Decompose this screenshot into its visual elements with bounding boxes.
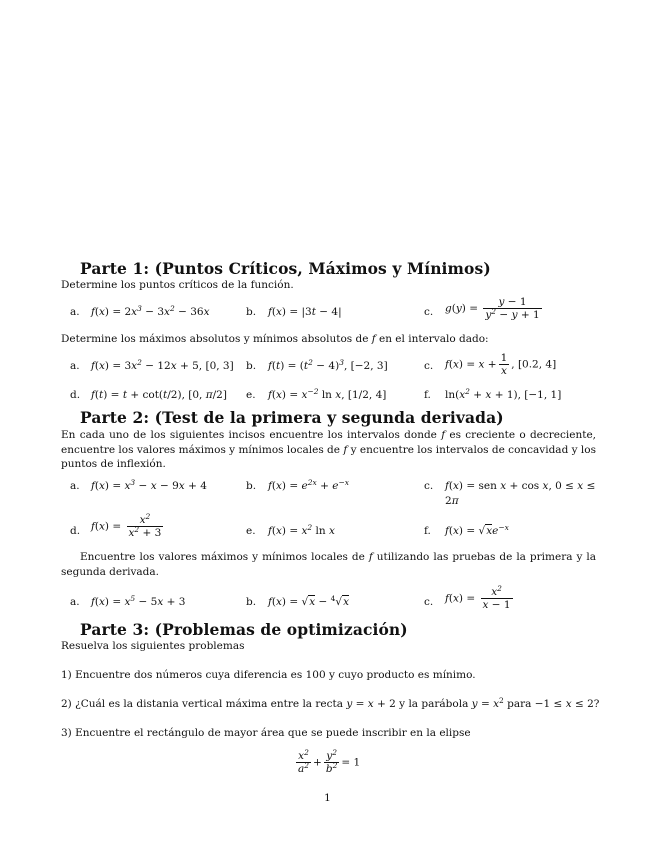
equation: f(x) = √x − $^4$√x [268, 594, 349, 608]
item-label: a. [70, 596, 80, 608]
problem-1: 1) Encuentre dos números cuya diferencia es 100 y cuyo producto es mínimo. [61, 669, 476, 681]
part3-instruction: Resuelva los siguientes problemas [61, 640, 245, 652]
item-label: e. [246, 389, 256, 401]
equation: $f(t) = (t^2 - 4)^3$, [−2, 3] [268, 358, 388, 372]
equation: f(x) = sen x + cos x, 0 ≤ x ≤ [445, 480, 596, 492]
ellipse-equation: $\frac{x^2}{a^2}$ + $\frac{y^2}{b^2}$ = 1 [298, 748, 361, 775]
item-label: f. [424, 525, 431, 537]
equation: $f(x) = x^3 - x - 9x + 4$ [91, 478, 207, 492]
item-label: c. [424, 480, 434, 492]
item-label: b. [246, 306, 257, 318]
item-label: c. [424, 596, 434, 608]
part2-paragraph-2: Encuentre los valores máximos y mínimos locales de f utilizando las pruebas de la primera y la segunda derivada. [61, 551, 596, 578]
item-label: b. [246, 480, 257, 492]
part1-instruction-extrema: Determine los máximos absolutos y mínimos absolutos de f en el intervalo dado: [61, 333, 489, 345]
equation: f(t) = t + cot(t/2), [0, π/2] [91, 389, 227, 401]
equation: $f(x) = 3x^2 - 12x + 5$, [0, 3] [91, 358, 234, 372]
item-label: a. [70, 360, 80, 372]
equation: $f(x) = x^{-2}$ ln x, [1/2, 4] [268, 387, 387, 401]
equation: f(x) = x + $\frac{1}{x}$ , [0.2, 4] [445, 352, 557, 377]
page-number: 1 [324, 792, 331, 804]
equation: f(x) = $\frac{x^2}{x - 1}$ [445, 584, 511, 611]
part2-heading: Parte 2: (Test de la primera y segunda derivada) [80, 408, 504, 427]
equation: $f(x) = x^5 - 5x + 3$ [91, 594, 186, 608]
item-label: b. [246, 596, 257, 608]
equation: $f(x) = e^{2x} + e^{-x}$ [268, 478, 349, 492]
equation: g(y) = $\frac{y - 1}{y^2 - y + 1}$ [445, 296, 540, 321]
item-label: c. [424, 360, 434, 372]
part1-heading: Parte 1: (Puntos Críticos, Máximos y Mínimos) [80, 259, 491, 278]
item-label: b. [246, 360, 257, 372]
equation: $f(x) = √xe^{-x}$ [445, 523, 509, 537]
problem-3: 3) Encuentre el rectángulo de mayor área que se puede inscribir en la elipse [61, 727, 471, 739]
equation: $f(x) = 2x^3 - 3x^2 - 36x$ [91, 304, 210, 318]
item-label: d. [70, 525, 81, 537]
equation: f(x) = $\frac{x^2}{x^2 + 3}$ [91, 512, 162, 539]
equation: $\ln(x^2 + x + 1)$, [−1, 1] [445, 387, 562, 401]
item-label: a. [70, 306, 80, 318]
item-label: e. [246, 525, 256, 537]
equation: f(x) = |3t − 4| [268, 306, 342, 318]
part3-heading: Parte 3: (Problemas de optimización) [80, 620, 408, 639]
problem-2: 2) ¿Cuál es la distania vertical máxima entre la recta y = x + 2 y la parábola $y = x^2$ para −1 ≤ x ≤ 2? [61, 696, 600, 710]
item-label: f. [424, 389, 431, 401]
item-label: d. [70, 389, 81, 401]
part2-paragraph-1: En cada uno de los siguientes incisos encuentre los intervalos donde f es creciente o decreciente, encuentre los valores máximos y mínimos locales de f y encuentre los intervalos de concavidad y los puntos de inflexión. [61, 429, 596, 470]
equation: $f(x) = x^2$ ln x [268, 523, 335, 537]
item-label: a. [70, 480, 80, 492]
item-label: c. [424, 306, 434, 318]
equation-continuation: 2π [445, 495, 459, 507]
part1-instruction-critical: Determine los puntos críticos de la función. [61, 279, 294, 291]
